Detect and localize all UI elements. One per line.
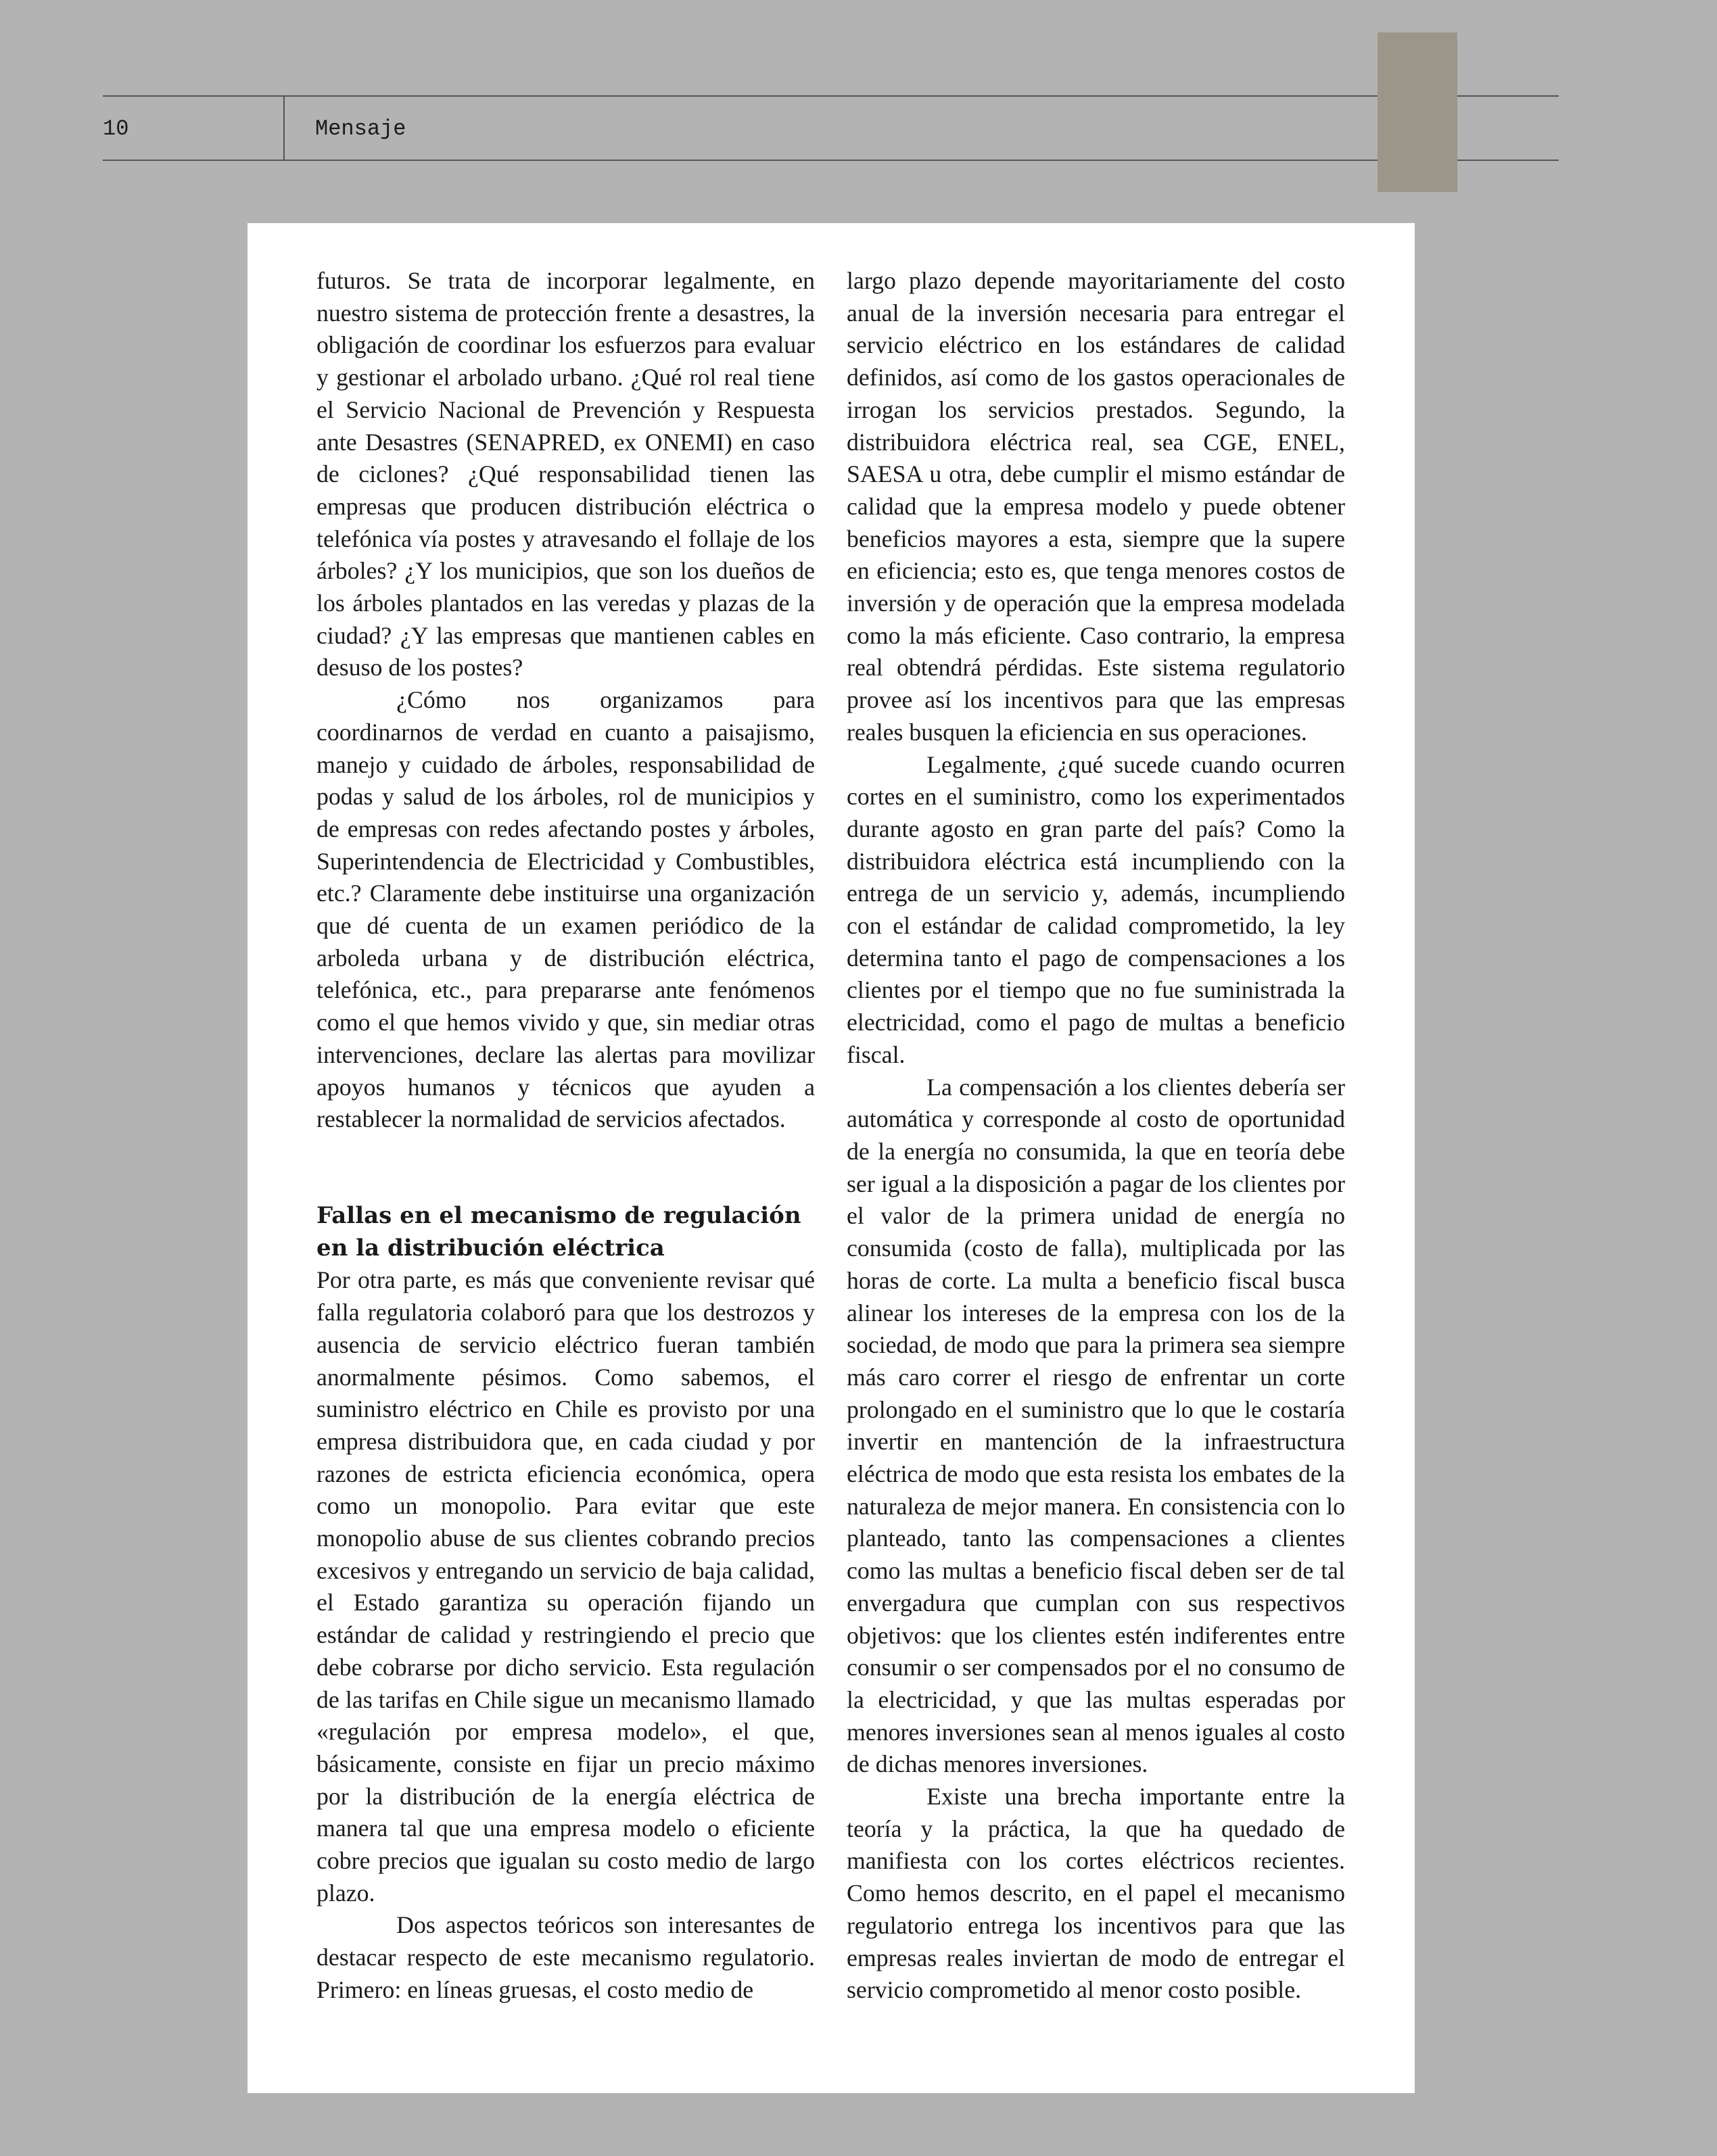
paragraph: ¿Cómo nos organizamos para coordinarnos de verdad en cuanto a paisajismo, manejo y cuidado de árboles, responsabilidad de podas y salud de los árboles, rol de municipios y de empresas con redes afectando postes y árboles, Superintendencia de Electricidad y Combustibles, etc.? Claramente debe instituirse una organización que dé cuenta de un examen periódico de la arboleda urbana y de distribución eléctrica, telefónica, etc., para prepararse ante fenómenos como el que hemos vivido y que, sin mediar otras intervenciones, declare las alertas para movilizar apoyos humanos y técnicos que ayuden a restablecer la normalidad de servicios afectados. xyxy=(316,686,815,1133)
page-sheet xyxy=(248,223,1415,2093)
header-separator xyxy=(283,96,285,160)
header-bottom-rule xyxy=(103,160,1559,161)
section-heading-line: en la distribución eléctrica xyxy=(316,1234,665,1262)
section-heading xyxy=(316,1200,815,1264)
page-number: 10 xyxy=(103,116,129,141)
header-top-rule xyxy=(103,95,1559,97)
paragraph: Existe una brecha importante entre la teoría y la práctica, la que ha quedado de manifiesta con los cortes eléctricos recientes. Como hemos descrito, en el papel el mecanismo regulatorio entrega los incentivos para que las empresas reales inviertan de modo de entregar el servicio comprometido al menor costo posible. xyxy=(847,1783,1345,2004)
paragraph: futuros. Se trata de incorporar legalmente, en nuestro sistema de protección frente a desastres, la obligación de coordinar los esfuerzos para evaluar y gestionar el arbolado urbano. ¿Qué rol real tiene el Servicio Nacional de Prevención y Respuesta ante Desastres (SENAPRED, ex ONEMI) en caso de ciclones? ¿Qué responsabilidad tienen las empresas que producen distribución eléctrica o telefónica vía postes y atravesando el follaje de los árboles? ¿Y los municipios, que son los dueños de los árboles plantados en las veredas y plazas de la ciudad? ¿Y las empresas que mantienen cables en desuso de los postes? xyxy=(316,267,815,681)
left-column xyxy=(316,265,815,2007)
paragraph: Por otra parte, es más que conveniente revisar qué falla regulatoria colaboró para que los destrozos y ausencia de servicio eléctrico fueran también anormalmente pésimos. Como sabemos, el suministro eléctrico en Chile es provisto por una empresa distribuidora que, en cada ciudad y por razones de estricta eficiencia económica, opera como un monopolio. Para evitar que este monopolio abuse de sus clientes cobrando precios excesivos y entregando un servicio de baja calidad, el Estado garantiza su operación fijando un estándar de calidad y restringiendo el precio que debe cobrarse por dicho servicio. Esta regulación de las tarifas en Chile sigue un mecanismo llamado «regulación por empresa modelo», el que, básicamente, consiste en fijar un precio máximo por la distribución de la energía eléctrica de manera tal que una empresa modelo o eficiente cobre precios que igualan su costo medio de largo plazo. xyxy=(316,1266,815,1907)
right-column xyxy=(847,265,1345,2007)
section-heading-line: Fallas en el mecanismo de regulación xyxy=(316,1201,801,1229)
paragraph: Dos aspectos teóricos son interesantes de destacar respecto de este mecanismo regulatorio. Primero: en líneas gruesas, el costo medio de xyxy=(316,1911,815,2003)
paragraph: Legalmente, ¿qué sucede cuando ocurren cortes en el suministro, como los experimentados durante agosto en gran parte del país? Como la distribuidora eléctrica está incumpliendo con la entrega de un servicio y, además, incumpliendo con el estándar de calidad comprometido, la ley determina tanto el pago de compensaciones a los clientes por el tiempo que no fue suministrada la electricidad, como el pago de multas a beneficio fiscal. xyxy=(847,750,1345,1068)
section-name: Mensaje xyxy=(315,116,406,141)
paragraph: La compensación a los clientes debería ser automática y corresponde al costo de oportunidad de la energía no consumida, la que en teoría debe ser igual a la disposición a pagar de los clientes por el valor de la primera unidad de energía no consumida (costo de falla), multiplicada por las horas de corte. La multa a beneficio fiscal busca alinear los intereses de la empresa con los de la sociedad, de modo que para la primera sea siempre más caro correr el riesgo de enfrentar un corte prolongado en el suministro que lo que le costaría invertir en mantención de la infraestructura eléctrica de modo que esta resista los embates de la naturaleza de mejor manera. En consistencia con lo planteado, tanto las compensaciones a clientes como las multas a beneficio fiscal deben ser de tal envergadura que cumplan con sus respectivos objetivos: que los clientes estén indiferentes entre consumir o ser compensados por el no consumo de la electricidad, y que las multas esperadas por menores inversiones sean al menos iguales al costo de dichas menores inversiones. xyxy=(847,1073,1345,1778)
section-tab-marker xyxy=(1378,32,1457,192)
paragraph: largo plazo depende mayoritariamente del costo anual de la inversión necesaria para entregar el servicio eléctrico en los estándares de calidad definidos, así como de los gastos operacionales de irrogan los servicios prestados. Segundo, la distribuidora eléctrica real, sea CGE, ENEL, SAESA u otra, debe cumplir el mismo estándar de calidad que la empresa modelo y puede obtener beneficios mayores a esta, siempre que la supere en eficiencia; esto es, que tenga menores costos de inversión y de operación que la empresa modelada como la más eficiente. Caso contrario, la empresa real obtendrá pérdidas. Este sistema regulatorio provee así los incentivos para que las empresas reales busquen la eficiencia en sus operaciones. xyxy=(847,267,1345,746)
